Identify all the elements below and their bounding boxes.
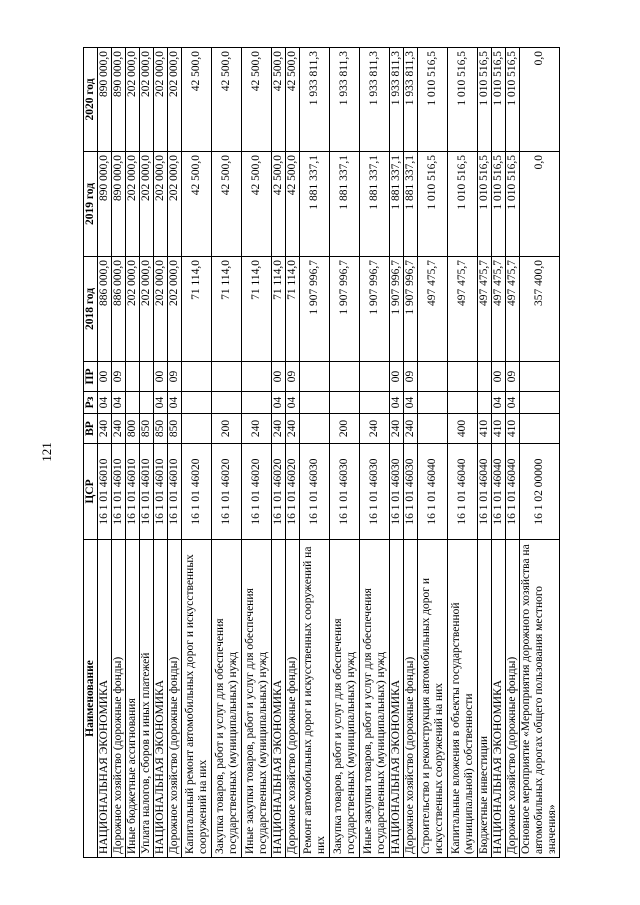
csr-cell: 16 1 01 46020 xyxy=(286,444,300,540)
rz-cell: 04 xyxy=(506,392,520,414)
table-row xyxy=(286,48,300,858)
name-cell: Иные закупки товаров, работ и услуг для обеспечения государственных (муниципальных) нужд xyxy=(242,540,272,858)
name-cell: Дорожное хозяйство (дорожные фонды) xyxy=(286,540,300,858)
csr-cell: 16 1 01 46020 xyxy=(242,444,272,540)
table-row xyxy=(98,48,112,858)
name-cell: Капитальный ремонт автомобильных дорог и искусственных сооружений на них xyxy=(182,540,212,858)
value-2019-cell: 42 500,0 xyxy=(242,152,272,257)
rz-cell xyxy=(418,392,448,414)
vr-cell: 410 xyxy=(492,414,506,444)
value-2019-cell: 1 010 516,5 xyxy=(492,152,506,257)
pr-cell: 00 xyxy=(154,362,168,392)
value-2019-cell: 42 500,0 xyxy=(182,152,212,257)
name-cell: НАЦИОНАЛЬНАЯ ЭКОНОМИКА xyxy=(272,540,286,858)
pr-cell: 00 xyxy=(272,362,286,392)
csr-cell: 16 1 01 46010 xyxy=(112,444,126,540)
table-row xyxy=(126,48,140,858)
value-2020-cell: 1 010 516,5 xyxy=(492,48,506,152)
vr-cell: 850 xyxy=(154,414,168,444)
csr-cell: 16 1 02 00000 xyxy=(520,444,560,540)
value-2020-cell: 42 500,0 xyxy=(272,48,286,152)
value-2020-cell: 1 933 811,3 xyxy=(300,48,330,152)
value-2019-cell: 42 500,0 xyxy=(272,152,286,257)
value-2020-cell: 42 500,0 xyxy=(182,48,212,152)
pr-cell xyxy=(330,362,360,392)
rz-cell xyxy=(140,392,154,414)
name-cell: НАЦИОНАЛЬНАЯ ЭКОНОМИКА xyxy=(154,540,168,858)
csr-cell: 16 1 01 46030 xyxy=(360,444,390,540)
pr-cell xyxy=(360,362,390,392)
name-cell: НАЦИОНАЛЬНАЯ ЭКОНОМИКА xyxy=(390,540,404,858)
value-2020-cell: 1 933 811,3 xyxy=(390,48,404,152)
name-cell: Иные закупки товаров, работ и услуг для обеспечения государственных (муниципальных) нужд xyxy=(360,540,390,858)
rz-cell xyxy=(300,392,330,414)
table-row xyxy=(404,48,418,858)
value-2018-cell: 202 000,0 xyxy=(154,257,168,362)
table-row xyxy=(506,48,520,858)
rz-cell: 04 xyxy=(272,392,286,414)
value-2019-cell: 890 000,0 xyxy=(112,152,126,257)
value-2018-cell: 497 475,7 xyxy=(448,257,478,362)
pr-cell: 00 xyxy=(98,362,112,392)
rz-cell: 04 xyxy=(168,392,182,414)
rz-cell xyxy=(126,392,140,414)
csr-cell: 16 1 01 46010 xyxy=(98,444,112,540)
table-row xyxy=(154,48,168,858)
csr-cell: 16 1 01 46010 xyxy=(168,444,182,540)
table-row xyxy=(242,48,272,858)
budget-table xyxy=(83,47,560,858)
value-2018-cell: 1 907 996,7 xyxy=(360,257,390,362)
value-2020-cell: 202 000,0 xyxy=(154,48,168,152)
rz-cell: 04 xyxy=(98,392,112,414)
name-cell: Дорожное хозяйство (дорожные фонды) xyxy=(168,540,182,858)
name-cell: Дорожное хозяйство (дорожные фонды) xyxy=(506,540,520,858)
column-header-pr: ПР xyxy=(84,362,98,392)
column-header-2018: 2018 год xyxy=(84,257,98,362)
value-2019-cell: 890 000,0 xyxy=(98,152,112,257)
rz-cell xyxy=(478,392,492,414)
vr-cell: 410 xyxy=(478,414,492,444)
vr-cell: 240 xyxy=(112,414,126,444)
vr-cell: 850 xyxy=(140,414,154,444)
rz-cell: 04 xyxy=(112,392,126,414)
value-2018-cell: 71 114,0 xyxy=(286,257,300,362)
table-row xyxy=(520,48,560,858)
table-row xyxy=(272,48,286,858)
csr-cell: 16 1 01 46030 xyxy=(330,444,360,540)
name-cell: Дорожное хозяйство (дорожные фонды) xyxy=(404,540,418,858)
value-2019-cell: 1 881 337,1 xyxy=(360,152,390,257)
value-2018-cell: 1 907 996,7 xyxy=(330,257,360,362)
rz-cell xyxy=(360,392,390,414)
value-2020-cell: 1 010 516,5 xyxy=(448,48,478,152)
value-2020-cell: 202 000,0 xyxy=(168,48,182,152)
value-2020-cell: 1 010 516,5 xyxy=(418,48,448,152)
value-2018-cell: 202 000,0 xyxy=(140,257,154,362)
table-row xyxy=(182,48,212,858)
table-row xyxy=(478,48,492,858)
name-cell: Закупка товаров, работ и услуг для обеспечения государственных (муниципальных) нужд xyxy=(212,540,242,858)
table-row xyxy=(360,48,390,858)
csr-cell: 16 1 01 46040 xyxy=(492,444,506,540)
value-2018-cell: 357 400,0 xyxy=(520,257,560,362)
csr-cell: 16 1 01 46030 xyxy=(300,444,330,540)
value-2019-cell: 202 000,0 xyxy=(140,152,154,257)
csr-cell: 16 1 01 46010 xyxy=(154,444,168,540)
pr-cell xyxy=(182,362,212,392)
pr-cell xyxy=(448,362,478,392)
rz-cell xyxy=(330,392,360,414)
name-cell: Капитальные вложения в объекты государственной (муниципальной) собственности xyxy=(448,540,478,858)
rz-cell: 04 xyxy=(154,392,168,414)
rz-cell: 04 xyxy=(404,392,418,414)
csr-cell: 16 1 01 46020 xyxy=(272,444,286,540)
value-2020-cell: 42 500,0 xyxy=(212,48,242,152)
name-cell: Бюджетные инвестиции xyxy=(478,540,492,858)
value-2019-cell: 1 010 516,5 xyxy=(506,152,520,257)
csr-cell: 16 1 01 46040 xyxy=(478,444,492,540)
value-2020-cell: 202 000,0 xyxy=(140,48,154,152)
vr-cell: 240 xyxy=(404,414,418,444)
vr-cell: 240 xyxy=(360,414,390,444)
name-cell: Дорожное хозяйство (дорожные фонды) xyxy=(112,540,126,858)
name-cell: НАЦИОНАЛЬНАЯ ЭКОНОМИКА xyxy=(492,540,506,858)
vr-cell: 400 xyxy=(448,414,478,444)
value-2020-cell: 1 933 811,3 xyxy=(360,48,390,152)
value-2018-cell: 71 114,0 xyxy=(182,257,212,362)
vr-cell: 410 xyxy=(506,414,520,444)
pr-cell: 09 xyxy=(168,362,182,392)
csr-cell: 16 1 01 46010 xyxy=(140,444,154,540)
pr-cell xyxy=(300,362,330,392)
rz-cell xyxy=(212,392,242,414)
value-2019-cell: 1 881 337,1 xyxy=(330,152,360,257)
column-header-rz: Рз xyxy=(84,392,98,414)
pr-cell xyxy=(212,362,242,392)
value-2019-cell: 1 881 337,1 xyxy=(300,152,330,257)
value-2019-cell: 1 010 516,5 xyxy=(478,152,492,257)
table-row xyxy=(492,48,506,858)
value-2020-cell: 1 933 811,3 xyxy=(404,48,418,152)
rz-cell xyxy=(520,392,560,414)
rz-cell: 04 xyxy=(390,392,404,414)
value-2018-cell: 497 475,7 xyxy=(418,257,448,362)
vr-cell: 240 xyxy=(242,414,272,444)
value-2019-cell: 1 881 337,1 xyxy=(404,152,418,257)
value-2019-cell: 1 010 516,5 xyxy=(448,152,478,257)
vr-cell xyxy=(300,414,330,444)
csr-cell: 16 1 01 46040 xyxy=(506,444,520,540)
value-2019-cell: 202 000,0 xyxy=(168,152,182,257)
value-2019-cell: 42 500,0 xyxy=(286,152,300,257)
value-2018-cell: 497 475,7 xyxy=(506,257,520,362)
rz-cell: 04 xyxy=(492,392,506,414)
table-header-row xyxy=(84,48,98,858)
table-row xyxy=(330,48,360,858)
value-2020-cell: 42 500,0 xyxy=(286,48,300,152)
pr-cell xyxy=(478,362,492,392)
vr-cell: 240 xyxy=(286,414,300,444)
name-cell: НАЦИОНАЛЬНАЯ ЭКОНОМИКА xyxy=(98,540,112,858)
table-row xyxy=(418,48,448,858)
table-row xyxy=(112,48,126,858)
table-row xyxy=(390,48,404,858)
table-row xyxy=(300,48,330,858)
value-2018-cell: 497 475,7 xyxy=(492,257,506,362)
rz-cell xyxy=(242,392,272,414)
value-2020-cell: 1 010 516,5 xyxy=(478,48,492,152)
value-2020-cell: 1 010 516,5 xyxy=(506,48,520,152)
value-2019-cell: 42 500,0 xyxy=(212,152,242,257)
name-cell: Строительство и реконструкция автомобильных дорог и искусственных сооружений на них xyxy=(418,540,448,858)
vr-cell: 850 xyxy=(168,414,182,444)
pr-cell xyxy=(126,362,140,392)
name-cell: Закупка товаров, работ и услуг для обеспечения государственных (муниципальных) нужд xyxy=(330,540,360,858)
value-2020-cell: 42 500,0 xyxy=(242,48,272,152)
column-header-2019: 2019 год xyxy=(84,152,98,257)
value-2019-cell: 1 010 516,5 xyxy=(418,152,448,257)
vr-cell: 240 xyxy=(390,414,404,444)
value-2018-cell: 71 114,0 xyxy=(242,257,272,362)
csr-cell: 16 1 01 46010 xyxy=(126,444,140,540)
column-header-vr: ВР xyxy=(84,414,98,444)
value-2018-cell: 497 475,7 xyxy=(478,257,492,362)
value-2019-cell: 0,0 xyxy=(520,152,560,257)
csr-cell: 16 1 01 46020 xyxy=(182,444,212,540)
column-header-2020: 2020 год xyxy=(84,48,98,152)
value-2018-cell: 1 907 996,7 xyxy=(390,257,404,362)
table-row xyxy=(140,48,154,858)
pr-cell: 00 xyxy=(492,362,506,392)
pr-cell: 09 xyxy=(404,362,418,392)
value-2018-cell: 71 114,0 xyxy=(212,257,242,362)
value-2020-cell: 890 000,0 xyxy=(98,48,112,152)
csr-cell: 16 1 01 46020 xyxy=(212,444,242,540)
name-cell: Иные бюджетные ассигнования xyxy=(126,540,140,858)
table-row xyxy=(168,48,182,858)
value-2018-cell: 71 114,0 xyxy=(272,257,286,362)
vr-cell: 800 xyxy=(126,414,140,444)
table-row xyxy=(212,48,242,858)
pr-cell: 00 xyxy=(390,362,404,392)
name-cell: Уплата налогов, сборов и иных платежей xyxy=(140,540,154,858)
vr-cell: 200 xyxy=(212,414,242,444)
vr-cell: 240 xyxy=(98,414,112,444)
csr-cell: 16 1 01 46040 xyxy=(448,444,478,540)
value-2019-cell: 1 881 337,1 xyxy=(390,152,404,257)
rz-cell: 04 xyxy=(286,392,300,414)
rotated-page-content xyxy=(83,48,563,858)
value-2018-cell: 886 000,0 xyxy=(112,257,126,362)
pr-cell xyxy=(418,362,448,392)
vr-cell xyxy=(418,414,448,444)
csr-cell: 16 1 01 46030 xyxy=(404,444,418,540)
value-2020-cell: 0,0 xyxy=(520,48,560,152)
vr-cell: 200 xyxy=(330,414,360,444)
page-number: 121 xyxy=(39,442,54,462)
column-header-csr: ЦСР xyxy=(84,444,98,540)
value-2019-cell: 202 000,0 xyxy=(154,152,168,257)
column-header-name: Наименование xyxy=(84,540,98,858)
csr-cell: 16 1 01 46030 xyxy=(390,444,404,540)
value-2020-cell: 1 933 811,3 xyxy=(330,48,360,152)
value-2019-cell: 202 000,0 xyxy=(126,152,140,257)
value-2018-cell: 202 000,0 xyxy=(168,257,182,362)
value-2018-cell: 886 000,0 xyxy=(98,257,112,362)
csr-cell: 16 1 01 46040 xyxy=(418,444,448,540)
value-2018-cell: 202 000,0 xyxy=(126,257,140,362)
name-cell: Ремонт автомобильных дорог и искусственных сооружений на них xyxy=(300,540,330,858)
table-row xyxy=(448,48,478,858)
pr-cell xyxy=(520,362,560,392)
pr-cell xyxy=(242,362,272,392)
vr-cell xyxy=(520,414,560,444)
value-2018-cell: 1 907 996,7 xyxy=(300,257,330,362)
vr-cell xyxy=(182,414,212,444)
pr-cell: 09 xyxy=(112,362,126,392)
vr-cell: 240 xyxy=(272,414,286,444)
value-2020-cell: 890 000,0 xyxy=(112,48,126,152)
pr-cell xyxy=(140,362,154,392)
value-2020-cell: 202 000,0 xyxy=(126,48,140,152)
name-cell: Основное мероприятие «Мероприятия дорожного хозяйства на автомобильных дорогах общего пользования местного значения» xyxy=(520,540,560,858)
rz-cell xyxy=(182,392,212,414)
pr-cell: 09 xyxy=(506,362,520,392)
rz-cell xyxy=(448,392,478,414)
value-2018-cell: 1 907 996,7 xyxy=(404,257,418,362)
pr-cell: 09 xyxy=(286,362,300,392)
